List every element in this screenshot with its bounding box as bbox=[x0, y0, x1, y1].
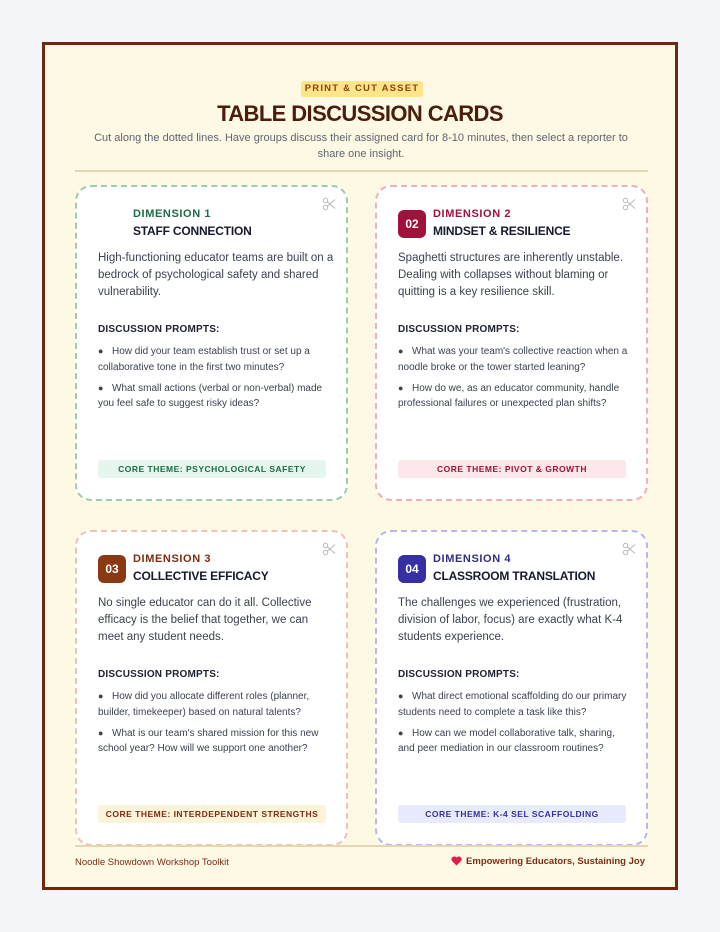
footer-divider bbox=[75, 845, 648, 847]
heart-icon bbox=[451, 856, 462, 866]
discussion-card-1 bbox=[75, 185, 348, 501]
prompts-heading: DISCUSSION PROMPTS: bbox=[398, 324, 520, 335]
bullet-icon: ● bbox=[98, 382, 104, 393]
footer-tagline-text: Empowering Educators, Sustaining Joy bbox=[466, 856, 645, 867]
page-title: TABLE DISCUSSION CARDS bbox=[217, 101, 503, 126]
prompt-item: ● How do we, as an educator community, handle professional failures or unexpected plan shifts? bbox=[398, 382, 620, 410]
card-number-badge: 03 bbox=[98, 555, 126, 583]
scissors-icon bbox=[322, 542, 336, 556]
prompt-item: ● How did you allocate different roles (planner, builder, timekeeper) based on natural talents? bbox=[98, 691, 310, 718]
prompt-item: ● What direct emotional scaffolding do our primary students need to complete a task like this? bbox=[398, 691, 627, 718]
instructions-text: Cut along the dotted lines. Have groups discuss their assigned card for 8-10 minutes, then select a reporter to share one insight. bbox=[94, 132, 628, 160]
prompt-item: ● What is our team's shared mission for this new school year? How will we support one another? bbox=[98, 727, 319, 755]
core-theme-label: CORE THEME: PIVOT & GROWTH bbox=[398, 460, 626, 478]
card-description: The challenges we experienced (frustration, division of labor, focus) are exactly what K-4 students experience. bbox=[398, 597, 623, 643]
prompt-item: ● How did your team establish trust or set up a collaborative tone in the first two minutes? bbox=[98, 346, 310, 373]
prompts-list bbox=[98, 689, 334, 762]
prompts-list bbox=[398, 344, 634, 417]
asset-tag: PRINT & CUT ASSET bbox=[301, 81, 423, 97]
card-dimension: DIMENSION 2 bbox=[433, 208, 512, 220]
prompts-heading: DISCUSSION PROMPTS: bbox=[98, 324, 220, 335]
prompts-heading: DISCUSSION PROMPTS: bbox=[98, 669, 220, 680]
bullet-icon: ● bbox=[98, 727, 104, 738]
card-title: COLLECTIVE EFFICACY bbox=[133, 569, 269, 583]
bullet-icon: ● bbox=[98, 346, 104, 356]
card-dimension: DIMENSION 3 bbox=[133, 553, 212, 565]
card-number-badge: 02 bbox=[398, 210, 426, 238]
card-title: MINDSET & RESILIENCE bbox=[433, 224, 571, 238]
prompts-list bbox=[398, 689, 634, 762]
bullet-icon: ● bbox=[398, 346, 404, 356]
discussion-card-4 bbox=[375, 530, 648, 846]
prompts-list bbox=[98, 344, 334, 417]
discussion-card-3 bbox=[75, 530, 348, 846]
scissors-icon bbox=[622, 542, 636, 556]
bullet-icon: ● bbox=[398, 382, 404, 393]
prompt-item: ● What small actions (verbal or non-verbal) made you feel safe to suggest risky ideas? bbox=[98, 382, 323, 410]
card-dimension: DIMENSION 4 bbox=[433, 553, 512, 565]
bullet-icon: ● bbox=[398, 691, 404, 701]
scissors-icon bbox=[322, 197, 336, 211]
card-description: Spaghetti structures are inherently unstable. Dealing with collapses without blaming or quitting is a key resilience skill. bbox=[398, 252, 624, 298]
bullet-icon: ● bbox=[398, 727, 404, 738]
core-theme-label: CORE THEME: K-4 SEL SCAFFOLDING bbox=[398, 805, 626, 823]
discussion-card-2 bbox=[375, 185, 648, 501]
header-divider bbox=[75, 170, 648, 172]
card-number-badge: 04 bbox=[398, 555, 426, 583]
printable-sheet bbox=[42, 42, 678, 890]
scissors-icon bbox=[622, 197, 636, 211]
core-theme-label: CORE THEME: INTERDEPENDENT STRENGTHS bbox=[98, 805, 326, 823]
card-title: CLASSROOM TRANSLATION bbox=[433, 569, 596, 583]
footer-tagline bbox=[451, 856, 645, 867]
prompt-item: ● How can we model collaborative talk, sharing, and peer mediation in our classroom routines? bbox=[398, 727, 615, 755]
core-theme-label: CORE THEME: PSYCHOLOGICAL SAFETY bbox=[98, 460, 326, 478]
footer-toolkit-name: Noodle Showdown Workshop Toolkit bbox=[75, 857, 229, 868]
bullet-icon: ● bbox=[98, 691, 104, 701]
prompts-heading: DISCUSSION PROMPTS: bbox=[398, 669, 520, 680]
card-title: STAFF CONNECTION bbox=[133, 224, 252, 238]
card-dimension: DIMENSION 1 bbox=[133, 208, 212, 220]
prompt-item: ● What was your team's collective reaction when a noodle broke or the tower started leaning? bbox=[398, 346, 628, 373]
card-description: No single educator can do it all. Collective efficacy is the belief that together, we can meet any student needs. bbox=[98, 597, 312, 643]
card-description: High-functioning educator teams are built on a bedrock of psychological safety and shared vulnerability. bbox=[98, 252, 334, 298]
